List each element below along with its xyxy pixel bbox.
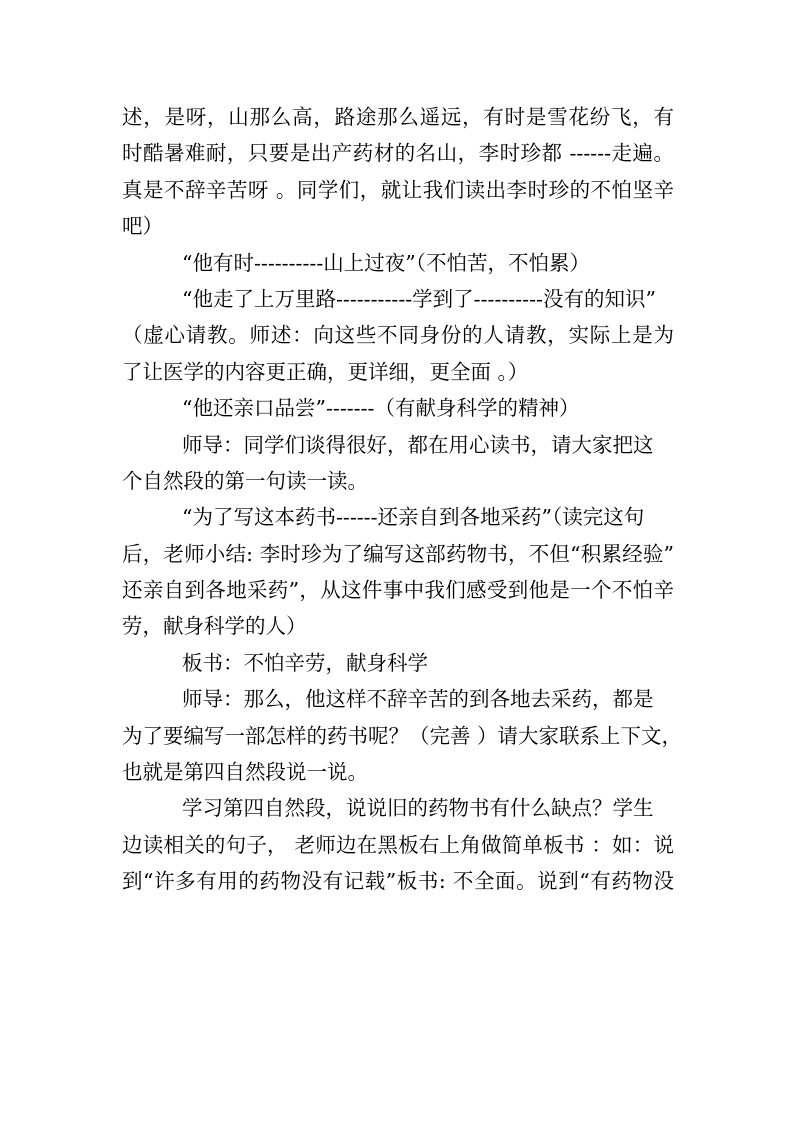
text-line: 板书：不怕辛劳，献身科学 [182,650,428,675]
text-line: 还亲自到各地采药”，从这件事中我们感受到他是一个不怕辛 [122,578,674,603]
text-line: 为了要编写一部怎样的药书呢？（完善 ）请大家联系上下文， [122,723,683,748]
text-line: 个自然段的第一句读一读。 [122,468,368,493]
text-line: 时酷暑难耐，只要是出产药材的名山，李时珍都 ------走遍。 [122,141,674,166]
text-line: 师导：同学们谈得很好，都在用心读书，请大家把这 [182,432,654,457]
text-line: 学习第四自然段，说说旧的药物书有什么缺点？学生 [182,796,654,821]
text-line: 劳，献身科学的人） [122,614,307,639]
text-line: 吧） [122,214,163,239]
body-text [122,99,683,900]
text-line: 真是不辞辛苦呀 。同学们，就让我们读出李时珍的不怕坚辛 [122,177,674,202]
text-line: 述，是呀，山那么高，路途那么遥远，有时是雪花纷飞，有 [122,105,674,129]
text-line: “他还亲口品尝”-------（有献身科学的精神） [182,396,580,421]
text-line: “为了写这本药书------还亲自到各地采药”（读完这句 [182,505,645,530]
text-line: （虚心请教。师述：向这些不同身份的人请教，实际上是为 [122,323,674,348]
text-line: “他走了上万里路-----------学到了----------没有的知识” [182,286,656,311]
text-line: 边读相关的句子， 老师边在黑板右上角做简单板书 ：如：说 [122,832,674,857]
text-line: 到“许多有用的药物没有记载”板书: 不全面。说到“有药物没 [122,869,674,894]
text-line: 了让医学的内容更正确，更详细，更全面 。） [122,359,529,384]
text-line: 后，老师小结: 李时珍为了编写这部药物书，不但“积累经验” [122,541,674,566]
text-line: 师导：那么，他这样不辞辛苦的到各地去采药，都是 [182,687,654,712]
text-line: “他有时----------山上过夜”（不怕苦，不怕累） [182,250,590,275]
text-line: 也就是第四自然段说一说。 [122,760,368,785]
